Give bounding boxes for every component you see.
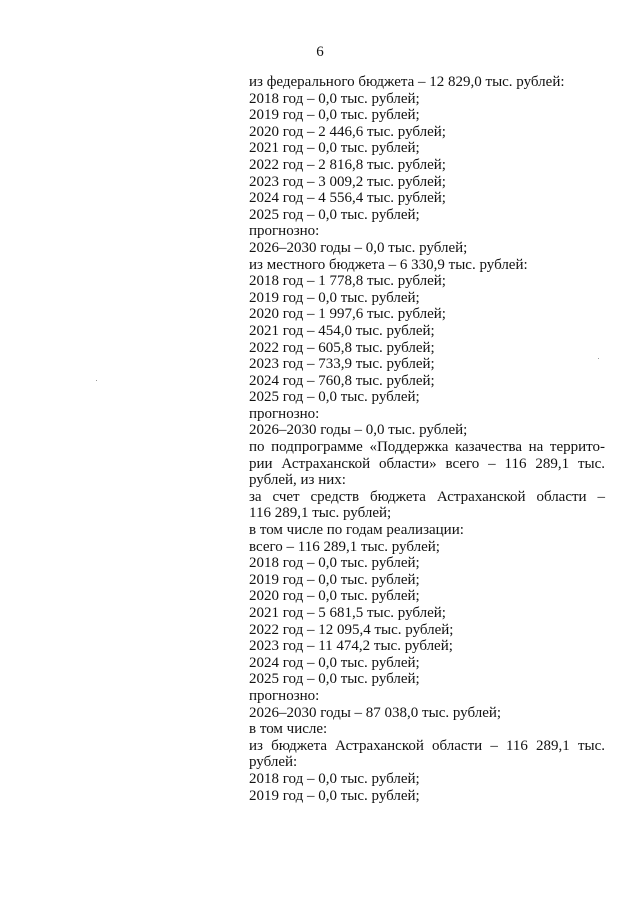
text-line: 2019 год – 0,0 тыс. рублей; — [249, 289, 420, 306]
text-line: 2026–2030 годы – 0,0 тыс. рублей; — [249, 239, 468, 256]
text-line: из бюджета Астраханской области – 116 289,1 тыс. — [249, 737, 605, 754]
text-line: 2023 год – 733,9 тыс. рублей; — [249, 356, 435, 373]
text-line: 2020 год – 1 997,6 тыс. рублей; — [249, 306, 446, 323]
text-line: 2024 год – 760,8 тыс. рублей; — [249, 372, 435, 389]
text-line: в том числе по годам реализации: — [249, 522, 464, 539]
document-body — [249, 74, 605, 804]
page-number: 6 — [316, 44, 324, 60]
text-line: за счет средств бюджета Астраханской области – — [249, 488, 605, 505]
text-line: 2020 год – 0,0 тыс. рублей; — [249, 588, 420, 605]
text-line: прогнозно: — [249, 687, 320, 704]
text-line: 2022 год – 12 095,4 тыс. рублей; — [249, 621, 454, 638]
text-line: 2025 год – 0,0 тыс. рублей; — [249, 671, 420, 688]
text-line: 2021 год – 0,0 тыс. рублей; — [249, 140, 420, 157]
text-line: 2018 год – 0,0 тыс. рублей; — [249, 90, 420, 107]
text-line: 2022 год – 2 816,8 тыс. рублей; — [249, 156, 446, 173]
text-line: 2025 год – 0,0 тыс. рублей; — [249, 389, 420, 406]
text-line: 2019 год – 0,0 тыс. рублей; — [249, 571, 420, 588]
text-line: 2018 год – 0,0 тыс. рублей; — [249, 770, 420, 787]
text-line: 2025 год – 0,0 тыс. рублей; — [249, 206, 420, 223]
text-line: 116 289,1 тыс. рублей; — [249, 505, 392, 522]
text-line: по подпрограмме «Поддержка казачества на террито- — [249, 439, 605, 456]
text-line: 2020 год – 2 446,6 тыс. рублей; — [249, 123, 446, 140]
text-line: рублей: — [249, 754, 298, 771]
text-line: из местного бюджета – 6 330,9 тыс. рублей: — [249, 256, 528, 273]
text-line: прогнозно: — [249, 405, 320, 422]
text-line: 2018 год – 1 778,8 тыс. рублей; — [249, 273, 446, 290]
text-line: 2024 год – 4 556,4 тыс. рублей; — [249, 190, 446, 207]
text-line: прогнозно: — [249, 223, 320, 240]
text-line: 2023 год – 11 474,2 тыс. рублей; — [249, 638, 453, 655]
scan-speck — [598, 358, 599, 359]
text-line: 2026–2030 годы – 87 038,0 тыс. рублей; — [249, 704, 502, 721]
text-line: в том числе: — [249, 721, 328, 738]
text-line: 2018 год – 0,0 тыс. рублей; — [249, 555, 420, 572]
text-line: всего – 116 289,1 тыс. рублей; — [249, 538, 440, 555]
text-line: из федерального бюджета – 12 829,0 тыс. рублей: — [249, 74, 565, 90]
scan-speck — [96, 380, 97, 381]
text-line: 2021 год – 5 681,5 тыс. рублей; — [249, 605, 446, 621]
text-line: рии Астраханской области» всего – 116 289,1 тыс. — [249, 455, 605, 472]
text-line: 2024 год – 0,0 тыс. рублей; — [249, 654, 420, 671]
text-line: 2026–2030 годы – 0,0 тыс. рублей; — [249, 422, 468, 439]
text-line: 2019 год – 0,0 тыс. рублей; — [249, 107, 420, 124]
text-line: 2021 год – 454,0 тыс. рублей; — [249, 322, 435, 339]
text-line: 2019 год – 0,0 тыс. рублей; — [249, 787, 420, 804]
text-line: 2022 год – 605,8 тыс. рублей; — [249, 339, 435, 356]
text-line: 2023 год – 3 009,2 тыс. рублей; — [249, 173, 446, 190]
text-line: рублей, из них: — [249, 472, 346, 489]
